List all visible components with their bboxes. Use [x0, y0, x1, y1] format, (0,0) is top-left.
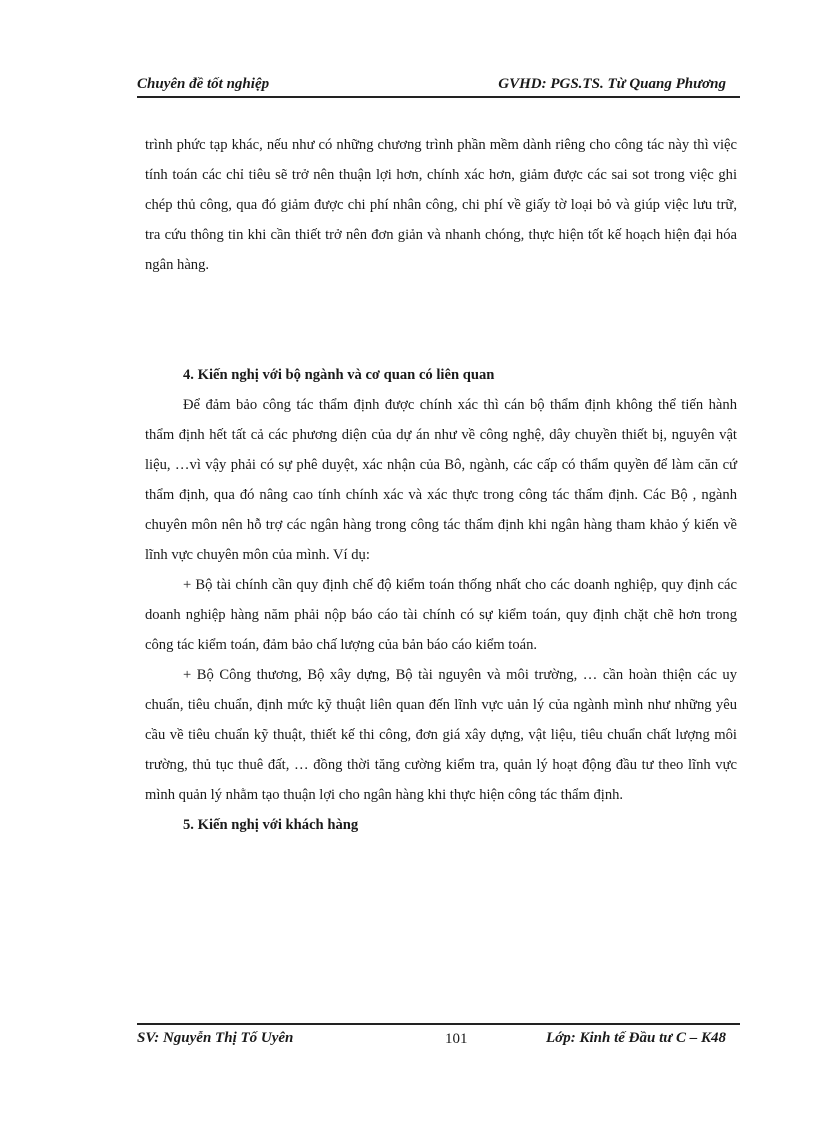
header-advisor: GVHD: PGS.TS. Từ Quang Phương — [498, 76, 726, 92]
page-header — [137, 72, 740, 98]
header-title: Chuyên đề tốt nghiệp — [137, 76, 270, 92]
paragraph-continuation: trình phức tạp khác, nếu như có những chương trình phần mềm dành riêng cho công tác này thì việc tính toán các chỉ tiêu sẽ trở nên thuận lợi hơn, chính xác hơn, giảm được các sai sot trong việc ghi chép thủ công, qua đó giảm được chi phí nhân công, chi phí về giấy tờ loại bỏ và giúp việc lưu trữ, tra cứu thông tin khi cần thiết trở nên đơn giản và nhanh chóng, thực hiện tốt kế hoạch hiện đại hóa ngân hàng. — [145, 137, 737, 273]
paragraph-intro: Để đảm bảo công tác thẩm định được chính xác thì cán bộ thẩm định không thể tiến hành thẩm định hết tất cả các phương diện của dự án như về công nghệ, dây chuyền thiết bị, nguyên vật liệu, …vì vậy phải có sự phê duyệt, xác nhận của Bô, ngành, các cấp có thẩm quyền để làm căn cứ thẩm định, qua đó nâng cao tính chính xác và xác thực trong công tác thẩm định. Các Bộ , ngành chuyên môn nên hỗ trợ các ngân hàng trong công tác thẩm định khi ngân hàng tham khảo ý kiến về lĩnh vực chuyên môn của mình. Ví dụ: — [145, 397, 737, 563]
section-spacer — [145, 280, 737, 360]
footer-class: Lớp: Kinh tế Đầu tư C – K48 — [546, 1030, 726, 1046]
page-number: 101 — [445, 1031, 468, 1047]
paragraph-finance-ministry: + Bộ tài chính cần quy định chế độ kiểm toán thống nhất cho các doanh nghiệp, quy định các doanh nghiệp hàng năm phải nộp báo cáo tài chính có sự kiểm toán, quy định chặt chẽ hơn trong công tác kiểm toán, đảm bảo chấ lượng của bản báo cáo kiểm toán. — [145, 577, 737, 653]
section-heading-5: 5. Kiến nghị với khách hàng — [183, 817, 359, 833]
page-body — [145, 130, 737, 840]
footer-student: SV: Nguyễn Thị Tố Uyên — [137, 1030, 294, 1046]
paragraph-other-ministries: + Bộ Công thương, Bộ xây dựng, Bộ tài nguyên và môi trường, … cần hoàn thiện các uy chuẩn, tiêu chuẩn, định mức kỹ thuật liên quan đến lĩnh vực uản lý của ngành mình như những yêu cầu về tiêu chuẩn kỹ thuật, thiết kế thi công, đơn giá xây dựng, vật liệu, tiêu chuẩn chất lượng môi trường, thủ tục thuê đất, … đồng thời tăng cường kiểm tra, quản lý hoạt động đầu tư theo lĩnh vực mình quản lý nhằm tạo thuận lợi cho ngân hàng khi thực hiện công tác thẩm định. — [145, 667, 737, 803]
page-footer — [137, 1023, 740, 1049]
section-heading-4: 4. Kiến nghị với bộ ngành và cơ quan có liên quan — [183, 367, 495, 383]
